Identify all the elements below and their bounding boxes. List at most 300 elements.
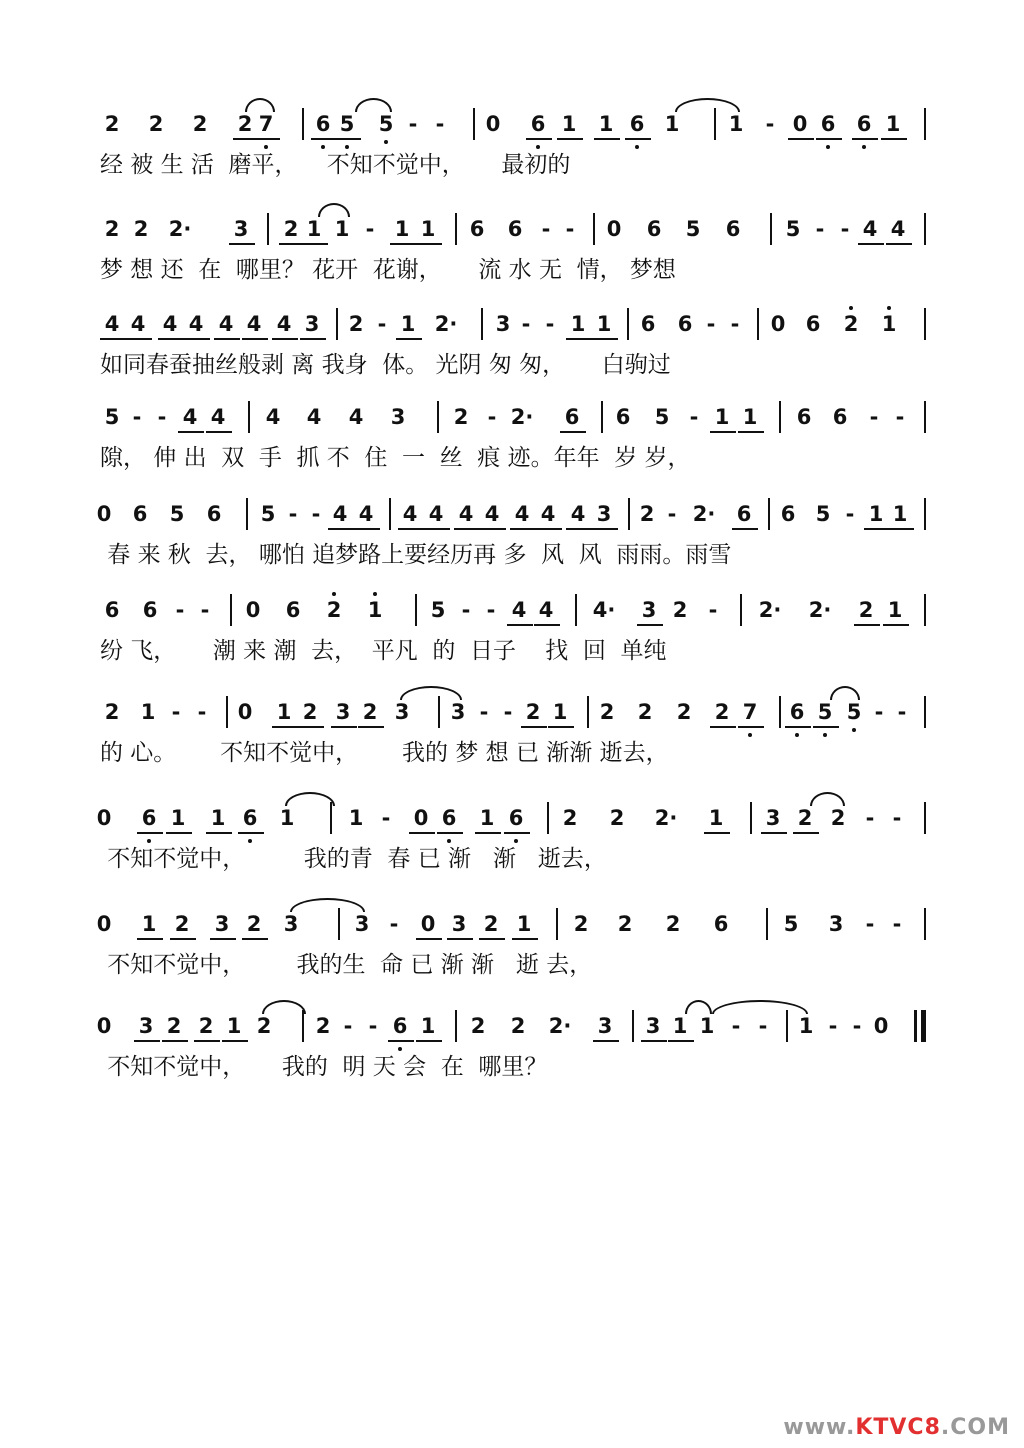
note: 6 [507, 217, 523, 241]
note: 6 [141, 806, 157, 830]
underline [858, 243, 884, 245]
note: 6 [629, 112, 645, 136]
note: 4 [570, 502, 586, 526]
note: 1 [868, 502, 884, 526]
note: 7 [258, 112, 274, 136]
note: 2 [192, 112, 208, 136]
note: - [197, 700, 207, 724]
note: 2 [830, 806, 846, 830]
lyric-line: 不知不觉中， 我的 明 天 会 在 哪里？ [100, 1054, 548, 1080]
lyric-line: 经 被 生 活 磨平， 不知不觉中， 最初的 [100, 152, 571, 178]
note: 5 [815, 502, 831, 526]
note: 1 [708, 806, 724, 830]
underline [480, 528, 506, 530]
note: 4 [218, 312, 234, 336]
note: 5 [783, 912, 799, 936]
note: 4 [402, 502, 418, 526]
note: 4 [428, 502, 444, 526]
slur [290, 898, 365, 912]
note: 1 [596, 312, 612, 336]
note: 1 [672, 1014, 688, 1038]
barline [768, 498, 770, 530]
low-octave-dot [447, 839, 451, 843]
barline [779, 401, 781, 433]
note: 6 [832, 405, 848, 429]
score-system [0, 1014, 1024, 1094]
note: - [381, 806, 391, 830]
underline [416, 1040, 442, 1042]
barline [924, 498, 926, 530]
low-octave-dot [264, 145, 268, 149]
note: 3 [451, 912, 467, 936]
underline [738, 726, 764, 728]
note: - [171, 700, 181, 724]
note: 2 [483, 912, 499, 936]
underline [398, 528, 424, 530]
note: 4 [162, 312, 178, 336]
note: 3 [495, 312, 511, 336]
note: 0 [420, 912, 436, 936]
note: 2· [692, 502, 716, 526]
note: 6 [796, 405, 812, 429]
underline [409, 832, 435, 834]
final-barline-thin [914, 1010, 917, 1042]
note: 2 [525, 700, 541, 724]
note: 2 [639, 502, 655, 526]
underline [328, 528, 354, 530]
note: 1 [226, 1014, 242, 1038]
note: 5 [260, 502, 276, 526]
underline [396, 338, 422, 340]
note: - [892, 806, 902, 830]
note: - [435, 112, 445, 136]
underline [886, 243, 912, 245]
note: 1 [885, 112, 901, 136]
lyric-line: 不知不觉中， 我的生 命 已 渐 渐 逝 去， [100, 952, 593, 978]
note: 6 [508, 806, 524, 830]
watermark-prefix: www. [783, 1415, 856, 1440]
note: - [897, 700, 907, 724]
barline [924, 213, 926, 245]
low-octave-dot [862, 145, 866, 149]
note: 2 [237, 112, 253, 136]
underline [560, 431, 586, 433]
underline [710, 431, 736, 433]
low-octave-dot [795, 733, 799, 737]
note: 2 [302, 700, 318, 724]
note: 3 [138, 1014, 154, 1038]
low-octave-dot [514, 839, 518, 843]
note: 6 [736, 502, 752, 526]
note: 0 [770, 312, 786, 336]
note: 1 [798, 1014, 814, 1038]
note: 0 [873, 1014, 889, 1038]
barline [556, 908, 558, 940]
low-octave-dot [321, 145, 325, 149]
note: 4 [540, 502, 556, 526]
note: 6 [142, 598, 158, 622]
barline [338, 908, 340, 940]
low-octave-dot [826, 145, 830, 149]
barline [438, 696, 440, 728]
barline [740, 594, 742, 626]
underline [416, 938, 442, 940]
low-octave-dot [635, 145, 639, 149]
note: 2 [148, 112, 164, 136]
lyric-line: 的 心。 不知不觉中， 我的 梦 想 已 渐渐 逝去， [100, 740, 669, 766]
note: - [521, 312, 531, 336]
note: 1 [141, 912, 157, 936]
note: 6 [615, 405, 631, 429]
note: 2 [362, 700, 378, 724]
note: 1 [892, 502, 908, 526]
underline [479, 938, 505, 940]
note: 1 [420, 1014, 436, 1038]
note: 6 [640, 312, 656, 336]
underline [272, 338, 298, 340]
note: - [667, 502, 677, 526]
barline [302, 1010, 304, 1042]
note: - [486, 598, 496, 622]
note: 0 [245, 598, 261, 622]
note: 3 [304, 312, 320, 336]
note: - [758, 1014, 768, 1038]
note: 1 [394, 217, 410, 241]
note: 4 [276, 312, 292, 336]
underline [254, 138, 280, 140]
note: 6 [104, 598, 120, 622]
note: 2 [104, 700, 120, 724]
note: - [175, 598, 185, 622]
underline [710, 726, 736, 728]
note: 6 [780, 502, 796, 526]
note: 2 [283, 217, 299, 241]
note: 2 [470, 1014, 486, 1038]
low-octave-dot [345, 145, 349, 149]
note: - [706, 312, 716, 336]
underline [526, 138, 552, 140]
barline [415, 594, 417, 626]
watermark-site: KTVC8 [855, 1415, 941, 1440]
score-system [0, 700, 1024, 780]
note: 5 [430, 598, 446, 622]
underline [592, 528, 618, 530]
note: 2 [573, 912, 589, 936]
note: 4 [332, 502, 348, 526]
note: 0 [485, 112, 501, 136]
score-system [0, 217, 1024, 297]
underline [424, 528, 450, 530]
note: 6 [564, 405, 580, 429]
watermark-suffix: .COM [940, 1415, 1010, 1440]
slur [285, 792, 335, 806]
note: 2· [758, 598, 782, 622]
underline [793, 832, 819, 834]
barline [924, 802, 926, 834]
note: 2 [326, 598, 342, 622]
note: 2· [808, 598, 832, 622]
barline [601, 401, 603, 433]
note: - [708, 598, 718, 622]
note: 3 [390, 405, 406, 429]
low-octave-dot [852, 728, 856, 732]
barline [924, 696, 926, 728]
note: - [389, 912, 399, 936]
note: - [865, 912, 875, 936]
note: 5 [685, 217, 701, 241]
note: 1 [664, 112, 680, 136]
note: 5 [654, 405, 670, 429]
note: - [377, 312, 387, 336]
note: 0 [96, 1014, 112, 1038]
barline [587, 696, 589, 728]
note: 1 [742, 405, 758, 429]
underline [732, 528, 758, 530]
underline [566, 338, 592, 340]
note: 2 [198, 1014, 214, 1038]
note: - [828, 1014, 838, 1038]
underline [388, 1040, 414, 1042]
barline [924, 908, 926, 940]
note: 0 [96, 912, 112, 936]
underline [566, 528, 592, 530]
note: 1 [210, 806, 226, 830]
lyric-line: 隙， 伸 出 双 手 抓 不 住 一 丝 痕 迹。年年 岁 岁， [100, 445, 691, 471]
note: 3 [394, 700, 410, 724]
underline [594, 138, 620, 140]
underline [521, 726, 547, 728]
note: 6 [392, 1014, 408, 1038]
underline [238, 832, 264, 834]
slur [685, 1000, 712, 1014]
note: 1 [570, 312, 586, 336]
note: 1 [714, 405, 730, 429]
low-octave-dot [536, 145, 540, 149]
note: 4 [130, 312, 146, 336]
note: 6 [805, 312, 821, 336]
underline [625, 138, 651, 140]
note: 1 [306, 217, 322, 241]
underline [242, 938, 268, 940]
underline [178, 431, 204, 433]
slur [810, 792, 845, 806]
note: 2 [453, 405, 469, 429]
note: 1 [887, 598, 903, 622]
note: 2· [434, 312, 458, 336]
watermark [783, 1415, 1010, 1440]
slur [355, 98, 392, 112]
high-octave-dot [849, 306, 853, 310]
score-system [0, 312, 1024, 392]
barline [575, 594, 577, 626]
note: 2 [599, 700, 615, 724]
note: - [874, 700, 884, 724]
note: 6 [789, 700, 805, 724]
note: 7 [742, 700, 758, 724]
note: 3 [214, 912, 230, 936]
note: 3 [828, 912, 844, 936]
note: 1 [276, 700, 292, 724]
barline [632, 1010, 634, 1042]
underline [788, 138, 814, 140]
score-system [0, 912, 1024, 992]
note: 2 [843, 312, 859, 336]
underline [331, 726, 357, 728]
barline [330, 802, 332, 834]
underline [447, 938, 473, 940]
note: 2 [174, 912, 190, 936]
underline [158, 338, 184, 340]
underline [852, 138, 878, 140]
underline [242, 338, 268, 340]
barline [714, 108, 716, 140]
note: 4 [188, 312, 204, 336]
note: 0 [413, 806, 429, 830]
note: 6 [441, 806, 457, 830]
underline [100, 338, 126, 340]
note: - [461, 598, 471, 622]
note: 6 [469, 217, 485, 241]
note: - [895, 405, 905, 429]
note: 6 [856, 112, 872, 136]
note: - [852, 1014, 862, 1038]
barline [248, 401, 250, 433]
underline [881, 138, 907, 140]
note: 2 [672, 598, 688, 622]
underline [510, 528, 536, 530]
underline [854, 624, 880, 626]
note: - [545, 312, 555, 336]
underline [738, 431, 764, 433]
underline [170, 938, 196, 940]
slur [830, 686, 860, 700]
score-system [0, 405, 1024, 485]
lyric-line: 如同春蚕抽丝般剥 离 我身 体。 光阴 匆 匆， 白驹过 [100, 352, 671, 378]
note: 2 [166, 1014, 182, 1038]
underline [206, 431, 232, 433]
note: 6 [713, 912, 729, 936]
note: - [865, 806, 875, 830]
note: 1 [699, 1014, 715, 1038]
note: 3 [765, 806, 781, 830]
note: 4 [246, 312, 262, 336]
high-octave-dot [373, 592, 377, 596]
underline [512, 938, 538, 940]
note: - [479, 700, 489, 724]
low-octave-dot [147, 839, 151, 843]
note: 6 [646, 217, 662, 241]
barline [786, 1010, 788, 1042]
barline [766, 908, 768, 940]
underline [416, 243, 442, 245]
underline [637, 624, 663, 626]
note: - [200, 598, 210, 622]
note: 4 [104, 312, 120, 336]
underline [302, 243, 328, 245]
barline [389, 498, 391, 530]
note: 5 [339, 112, 355, 136]
note: 1 [140, 700, 156, 724]
high-octave-dot [332, 592, 336, 596]
note: - [869, 405, 879, 429]
underline [454, 528, 480, 530]
note: - [815, 217, 825, 241]
note: 2 [510, 1014, 526, 1038]
underline [134, 1040, 160, 1042]
underline [437, 832, 463, 834]
lyric-line: 梦 想 还 在 哪里？ 花开 花谢， 流 水 无 情， 梦想 [100, 257, 676, 283]
note: - [408, 112, 418, 136]
note: 6 [530, 112, 546, 136]
note: 3 [596, 502, 612, 526]
underline [548, 726, 574, 728]
barline [267, 213, 269, 245]
score-system [0, 806, 1024, 886]
note: 5 [785, 217, 801, 241]
note: 4 [306, 405, 322, 429]
barline [230, 594, 232, 626]
barline [593, 213, 595, 245]
note: 2 [714, 700, 730, 724]
score-system [0, 112, 1024, 192]
slur [675, 98, 740, 112]
barline [481, 308, 483, 340]
note: 3 [597, 1014, 613, 1038]
note: - [288, 502, 298, 526]
note: 2· [168, 217, 192, 241]
barline [750, 802, 752, 834]
barline [455, 1010, 457, 1042]
slur [318, 203, 350, 217]
note: 2 [133, 217, 149, 241]
note: 0 [237, 700, 253, 724]
barline [627, 308, 629, 340]
underline [536, 528, 562, 530]
note: 1 [170, 806, 186, 830]
note: 5 [817, 700, 833, 724]
note: 1 [598, 112, 614, 136]
note: 4 [358, 502, 374, 526]
note: 4 [511, 598, 527, 622]
note: - [365, 217, 375, 241]
underline [668, 1040, 694, 1042]
low-octave-dot [384, 140, 388, 144]
note: 0 [96, 806, 112, 830]
note: 3 [354, 912, 370, 936]
note: - [840, 217, 850, 241]
note: - [765, 112, 775, 136]
note: 1 [367, 598, 383, 622]
note: 2 [348, 312, 364, 336]
note: - [487, 405, 497, 429]
note: 5 [846, 700, 862, 724]
note: 1 [334, 217, 350, 241]
note: 6 [820, 112, 836, 136]
note: 2 [665, 912, 681, 936]
score-system [0, 502, 1024, 582]
final-barline-thick [921, 1010, 926, 1042]
note: 1 [516, 912, 532, 936]
note: 1 [552, 700, 568, 724]
barline [246, 498, 248, 530]
note: 4· [592, 598, 616, 622]
note: 2 [104, 112, 120, 136]
underline [137, 938, 163, 940]
note: - [157, 405, 167, 429]
low-octave-dot [823, 733, 827, 737]
note: 5 [378, 112, 394, 136]
low-octave-dot [748, 733, 752, 737]
